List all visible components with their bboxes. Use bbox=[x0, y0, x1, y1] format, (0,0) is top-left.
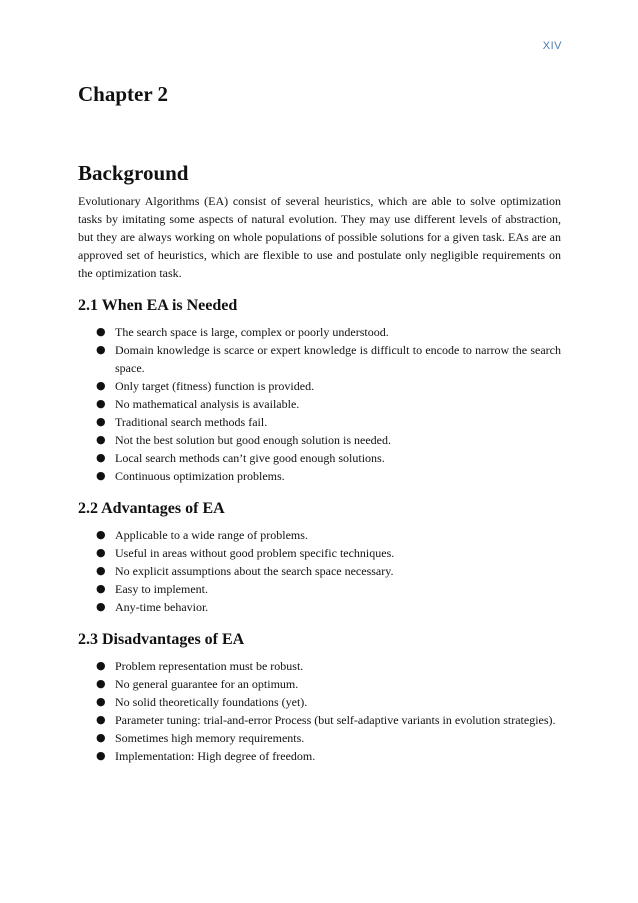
bullet-icon: ● bbox=[96, 749, 106, 762]
bullet-icon: ● bbox=[96, 695, 106, 708]
bullet-icon: ● bbox=[96, 546, 106, 559]
list-item: ● Applicable to a wide range of problems. bbox=[96, 528, 308, 542]
list-item: ● Any-time behavior. bbox=[96, 600, 209, 614]
background-heading: Background bbox=[78, 161, 189, 185]
list-item: ● Parameter tuning: trial-and-error Process (but self-adaptive variants in evolution strategies). bbox=[96, 713, 556, 727]
bullet-icon: ● bbox=[96, 451, 106, 464]
section-disadvantages bbox=[78, 629, 561, 765]
list-item: ● Sometimes high memory requirements. bbox=[96, 731, 305, 745]
list-item: ● Traditional search methods fail. bbox=[96, 415, 268, 429]
page-number: XIV bbox=[542, 40, 562, 52]
section-when-needed bbox=[78, 295, 561, 485]
list-item: ● Domain knowledge is scarce or expert knowledge is difficult to encode to narrow the search space. bbox=[96, 343, 561, 375]
bullet-icon: ● bbox=[96, 582, 106, 595]
section-advantages bbox=[78, 498, 561, 616]
bullet-icon: ● bbox=[96, 397, 106, 410]
list-item: ● Easy to implement. bbox=[96, 582, 208, 596]
list-item: ● No general guarantee for an optimum. bbox=[96, 677, 299, 691]
bullet-list bbox=[78, 657, 561, 765]
bullet-icon: ● bbox=[96, 528, 106, 541]
bullet-icon: ● bbox=[96, 469, 106, 482]
list-item: ● Local search methods can’t give good enough solutions. bbox=[96, 451, 385, 465]
list-item: ● The search space is large, complex or poorly understood. bbox=[96, 325, 389, 339]
background-paragraph: Evolutionary Algorithms (EA) consist of several heuristics, which are able to solve optimization tasks by imitating some aspects of natural evolution. They may use different levels of abstraction, but they are always working on whole populations of possible solutions for a given task. EAs are an approved set of heuristics, which are flexible to use and postulate only negligible requirements on the optimization task. bbox=[78, 194, 561, 280]
bullet-icon: ● bbox=[96, 731, 106, 744]
list-item: ● Problem representation must be robust. bbox=[96, 659, 304, 673]
bullet-icon: ● bbox=[96, 379, 106, 392]
bullet-icon: ● bbox=[96, 343, 106, 356]
list-item: ● Implementation: High degree of freedom. bbox=[96, 749, 316, 763]
bullet-icon: ● bbox=[96, 677, 106, 690]
section-heading: 2.3 Disadvantages of EA bbox=[78, 631, 245, 648]
bullet-icon: ● bbox=[96, 713, 106, 726]
bullet-icon: ● bbox=[96, 600, 106, 613]
bullet-list bbox=[78, 323, 561, 485]
bullet-icon: ● bbox=[96, 415, 106, 428]
list-item: ● Not the best solution but good enough solution is needed. bbox=[96, 433, 391, 447]
section-heading: 2.2 Advantages of EA bbox=[78, 500, 225, 517]
bullet-icon: ● bbox=[96, 659, 106, 672]
bullet-icon: ● bbox=[96, 433, 106, 446]
list-item: ● Continuous optimization problems. bbox=[96, 469, 285, 483]
chapter-title: Chapter 2 bbox=[78, 82, 169, 106]
bullet-icon: ● bbox=[96, 325, 106, 338]
list-item: ● No mathematical analysis is available. bbox=[96, 397, 300, 411]
document-body bbox=[78, 80, 561, 765]
bullet-icon: ● bbox=[96, 564, 106, 577]
list-item: ● No explicit assumptions about the search space necessary. bbox=[96, 564, 394, 578]
list-item: ● Useful in areas without good problem specific techniques. bbox=[96, 546, 395, 560]
list-item: ● No solid theoretically foundations (yet). bbox=[96, 695, 308, 709]
bullet-list bbox=[78, 526, 561, 616]
list-item: ● Only target (fitness) function is provided. bbox=[96, 379, 315, 393]
section-heading: 2.1 When EA is Needed bbox=[78, 297, 238, 314]
